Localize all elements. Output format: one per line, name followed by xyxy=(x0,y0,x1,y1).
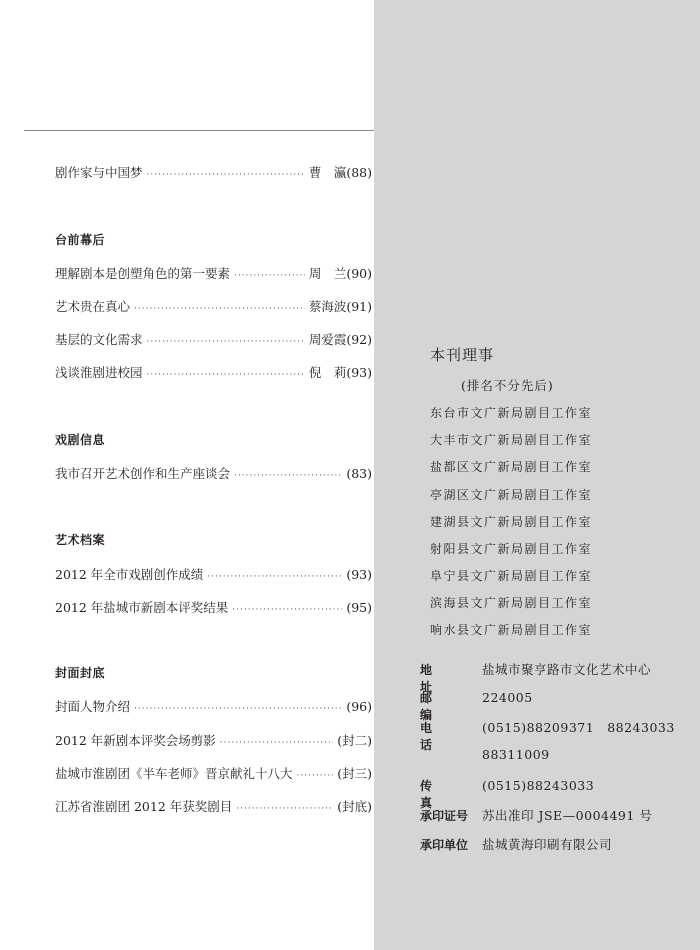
info-label: 承印单位 xyxy=(420,838,469,852)
toc-entry[interactable] xyxy=(55,797,372,815)
toc-leader-dots xyxy=(147,337,305,347)
toc-leader-dots xyxy=(220,738,333,748)
toc-entry[interactable] xyxy=(55,363,372,381)
toc-entry[interactable] xyxy=(55,264,372,282)
toc-entry-title: 2012 年盐城市新剧本评奖结果 xyxy=(55,600,229,615)
toc-leader-dots xyxy=(147,170,305,180)
toc-entry[interactable] xyxy=(55,697,372,715)
toc-entry-page: (封二) xyxy=(337,733,372,748)
board-member: 建湖县文广新局剧目工作室 xyxy=(430,515,593,529)
toc-entry-page: (91) xyxy=(346,299,372,314)
info-value: 88311009 xyxy=(482,747,550,762)
toc-entry-page: (92) xyxy=(346,332,372,347)
toc-entry-page: (90) xyxy=(346,266,372,281)
toc-entry-title: 2012 年全市戏剧创作成绩 xyxy=(55,567,204,582)
toc-entry-page: (封三) xyxy=(337,766,372,781)
toc-leader-dots xyxy=(297,771,334,781)
toc-entry[interactable] xyxy=(55,764,372,782)
toc-entry-page: (93) xyxy=(346,567,372,582)
board-member: 大丰市文广新局剧目工作室 xyxy=(430,433,593,447)
info-label: 电话 xyxy=(420,721,453,752)
toc-entry-title: 盐城市淮剧团《半车老师》晋京献礼十八大 xyxy=(55,766,293,781)
info-label: 传真 xyxy=(420,779,453,810)
board-note: (排名不分先后) xyxy=(461,378,554,393)
top-divider xyxy=(24,130,374,131)
toc-leader-dots xyxy=(147,370,305,380)
info-phone-extra xyxy=(420,747,550,762)
toc-leader-dots xyxy=(232,605,342,615)
info-label: 承印证号 xyxy=(420,809,469,823)
section-heading: 戏剧信息 xyxy=(55,433,106,447)
board-member: 响水县文广新局剧目工作室 xyxy=(430,623,593,637)
toc-leader-dots xyxy=(134,704,342,714)
info-label: 地址 xyxy=(420,663,453,694)
toc-entry[interactable] xyxy=(55,464,372,482)
info-value: 盐城黄海印刷有限公司 xyxy=(482,837,613,852)
toc-entry[interactable] xyxy=(55,598,372,616)
section-heading: 艺术档案 xyxy=(55,533,106,547)
toc-entry-author: 倪 莉 xyxy=(308,365,347,380)
toc-entry[interactable] xyxy=(55,163,372,181)
toc-entry-title: 2012 年新剧本评奖会场剪影 xyxy=(55,733,216,748)
board-member: 射阳县文广新局剧目工作室 xyxy=(430,542,593,556)
toc-entry[interactable] xyxy=(55,565,372,583)
toc-leader-dots xyxy=(134,304,305,314)
toc-entry-page: (96) xyxy=(346,699,372,714)
toc-leader-dots xyxy=(236,804,333,814)
board-member: 阜宁县文广新局剧目工作室 xyxy=(430,569,593,583)
toc-entry-title: 封面人物介绍 xyxy=(55,699,131,714)
toc-entry[interactable] xyxy=(55,297,372,315)
toc-entry[interactable] xyxy=(55,330,372,348)
toc-entry-title: 我市召开艺术创作和生产座谈会 xyxy=(55,466,231,481)
info-label: 邮编 xyxy=(420,691,453,722)
toc-entry-page: (83) xyxy=(346,466,372,481)
info-permit xyxy=(420,806,652,824)
toc-entry[interactable] xyxy=(55,731,372,749)
toc-entry-title: 江苏省淮剧团 2012 年获奖剧目 xyxy=(55,799,233,814)
toc-leader-dots xyxy=(234,471,342,481)
toc-entry-title: 理解剧本是创塑角色的第一要素 xyxy=(55,266,231,281)
toc-entry-title: 艺术贵在真心 xyxy=(55,299,131,314)
info-value: 苏出准印 JSE—0004491 号 xyxy=(482,808,653,823)
info-value: (0515)88209371 88243033 xyxy=(482,720,675,735)
toc-entry-author: 曹 瀛 xyxy=(308,165,347,180)
section-heading: 台前幕后 xyxy=(55,233,106,247)
toc-entry-author: 周 兰 xyxy=(308,266,347,281)
board-member: 亭湖区文广新局剧目工作室 xyxy=(430,488,593,502)
toc-entry-author: 周爱霞 xyxy=(308,332,347,347)
info-value: 盐城市聚亨路市文化艺术中心 xyxy=(482,662,652,677)
board-member: 盐都区文广新局剧目工作室 xyxy=(430,460,593,474)
info-value: 224005 xyxy=(482,690,533,705)
toc-entry-page: (93) xyxy=(346,365,372,380)
section-heading: 封面封底 xyxy=(55,666,106,680)
toc-entry-title: 基层的文化需求 xyxy=(55,332,143,347)
board-title: 本刊理事 xyxy=(430,346,495,364)
toc-entry-page: (封底) xyxy=(337,799,372,814)
toc-leader-dots xyxy=(207,572,342,582)
info-value: (0515)88243033 xyxy=(482,778,595,793)
toc-entry-page: (95) xyxy=(346,600,372,615)
toc-entry-title: 浅谈淮剧进校园 xyxy=(55,365,143,380)
board-member: 滨海县文广新局剧目工作室 xyxy=(430,596,593,610)
toc-entry-author: 蔡海波 xyxy=(308,299,347,314)
board-member: 东台市文广新局剧目工作室 xyxy=(430,406,593,420)
toc-entry-page: (88) xyxy=(346,165,372,180)
toc-entry-title: 剧作家与中国梦 xyxy=(55,165,143,180)
info-printer xyxy=(420,835,612,853)
toc-leader-dots xyxy=(234,271,305,281)
